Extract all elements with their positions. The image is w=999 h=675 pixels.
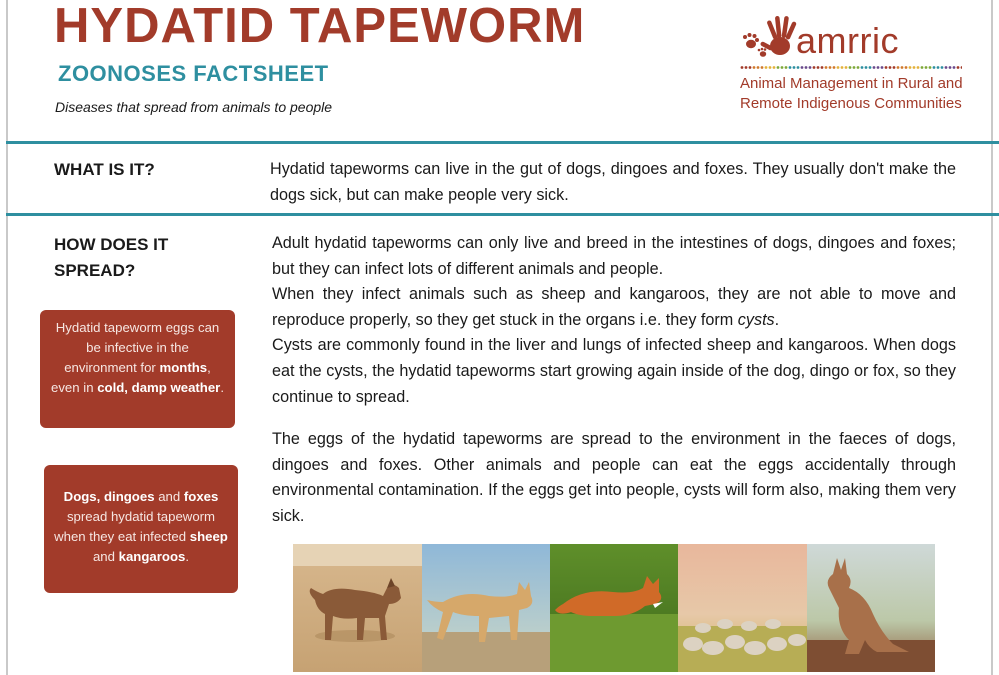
logo-dot: [813, 66, 816, 69]
logo-dot: [945, 66, 948, 69]
fox-photo: [550, 544, 678, 672]
callout-spread-animals: [44, 465, 238, 593]
logo-dot-border: [740, 65, 962, 70]
logo-dot: [905, 66, 908, 69]
logo-dot: [921, 66, 924, 69]
section-body-eggs: The eggs of the hydatid tapeworms are spread to the environment in the faeces of dogs, dingoes and foxes. Other animals and people can eat the eggs accidentally through environmental contamination. If the eggs get into people, cysts will form also, making them very sick.: [272, 430, 956, 525]
logo-dot: [857, 66, 860, 69]
logo-dot: [913, 66, 916, 69]
section-heading-how: HOW DOES IT SPREAD?: [54, 235, 169, 280]
logo-dot: [769, 66, 772, 69]
page-tagline: Diseases that spread from animals to people: [55, 99, 333, 115]
logo-dot: [861, 66, 864, 69]
section-body-how: [272, 231, 956, 410]
sheep-photo: [678, 544, 807, 672]
paragraph: [272, 282, 956, 333]
text-run: and: [154, 489, 184, 504]
logo-dot: [873, 66, 876, 69]
logo-dot: [961, 66, 962, 69]
logo-dot: [749, 66, 752, 69]
logo-dot: [753, 66, 756, 69]
logo-dot: [949, 66, 952, 69]
logo-tagline-line1: Animal Management in Rural and: [740, 75, 963, 92]
logo-dot: [837, 66, 840, 69]
logo-dot: [821, 66, 824, 69]
logo-dot: [897, 66, 900, 69]
logo-dot: [865, 66, 868, 69]
logo-dot: [765, 66, 768, 69]
logo-dot: [785, 66, 788, 69]
paragraph: Adult hydatid tapeworms can only live and breed in the intestines of dogs, dingoes and foxes; but they can infect lots of different animals and people.: [272, 234, 956, 278]
section-body-what: Hydatid tapeworms can live in the gut of dogs, dingoes and foxes. They usually don't make the dogs sick, but can make people very sick.: [270, 160, 956, 204]
logo-dot: [893, 66, 896, 69]
text-run: .: [185, 549, 190, 564]
handprint-pawprint-icon: [736, 10, 798, 68]
text-run: .: [220, 380, 224, 395]
section-divider: [6, 141, 999, 144]
page-border-right: [991, 0, 993, 675]
logo-dot: [929, 66, 932, 69]
logo-dot: [793, 66, 796, 69]
logo-dot: [937, 66, 940, 69]
section-heading-what: WHAT IS IT?: [54, 160, 155, 179]
logo-dot: [833, 66, 836, 69]
emphasis-cysts: cysts: [737, 310, 775, 329]
amrric-logo: [736, 8, 966, 118]
logo-dot: [953, 66, 956, 69]
page-subtitle: ZOONOSES FACTSHEET: [58, 61, 329, 86]
bold-run: foxes: [183, 489, 219, 504]
logo-wordmark: amrric: [796, 20, 899, 61]
logo-dot: [829, 66, 832, 69]
logo-dot: [853, 66, 856, 69]
logo-dot: [917, 66, 920, 69]
logo-dot: [817, 66, 820, 69]
paragraph: Cysts are commonly found in the liver and lungs of infected sheep and kangaroos. When dogs eat the cysts, the hydatid tapeworms start growing again inside of the dog, dingo or fox, so they continue to spread.: [272, 336, 956, 406]
bold-run: cold, damp weather: [97, 380, 221, 395]
text-run: When they infect animals such as sheep and kangaroos, they are not able to move and reproduce properly, so they get stuck in the organs i.e. they form: [272, 285, 956, 329]
logo-dot: [841, 66, 844, 69]
text-run: spread hydatid tapeworm when they eat infected: [54, 509, 216, 544]
logo-dot: [933, 66, 936, 69]
logo-dot: [801, 66, 804, 69]
dog-photo: [293, 544, 422, 672]
bold-run: Dogs, dingoes: [63, 489, 155, 504]
logo-dot: [845, 66, 848, 69]
bold-run: months: [159, 360, 208, 375]
logo-dot: [825, 66, 828, 69]
logo-dot: [741, 66, 744, 69]
dingo-photo: [422, 544, 550, 672]
logo-dot: [909, 66, 912, 69]
text-run: and: [92, 549, 119, 564]
logo-dot: [757, 66, 760, 69]
logo-dot: [925, 66, 928, 69]
section-divider: [6, 213, 999, 216]
logo-dot: [901, 66, 904, 69]
text-run: Hydatid tapeworm eggs can be infective in the environment for: [55, 320, 220, 375]
bold-run: sheep: [189, 529, 228, 544]
logo-dot: [773, 66, 776, 69]
logo-dot: [805, 66, 808, 69]
logo-dot: [869, 66, 872, 69]
logo-dot: [745, 66, 748, 69]
page-title: HYDATID TAPEWORM: [54, 0, 586, 53]
logo-tagline-line2: Remote Indigenous Communities: [740, 95, 962, 112]
text-run: , even in: [51, 360, 211, 395]
logo-dot: [809, 66, 812, 69]
logo-dot: [797, 66, 800, 69]
logo-dot: [881, 66, 884, 69]
animal-photo-strip: [293, 544, 935, 672]
logo-dot: [761, 66, 764, 69]
logo-dot: [777, 66, 780, 69]
logo-dot: [885, 66, 888, 69]
logo-dot: [941, 66, 944, 69]
text-run: .: [774, 310, 780, 329]
logo-dot: [789, 66, 792, 69]
bold-run: kangaroos: [118, 549, 186, 564]
logo-dot: [849, 66, 852, 69]
logo-dot: [781, 66, 784, 69]
callout-eggs-infective: [40, 310, 235, 428]
logo-dot: [957, 66, 960, 69]
logo-dot: [877, 66, 880, 69]
logo-dot: [889, 66, 892, 69]
page-border-left: [6, 0, 8, 675]
kangaroo-photo: [807, 544, 935, 672]
